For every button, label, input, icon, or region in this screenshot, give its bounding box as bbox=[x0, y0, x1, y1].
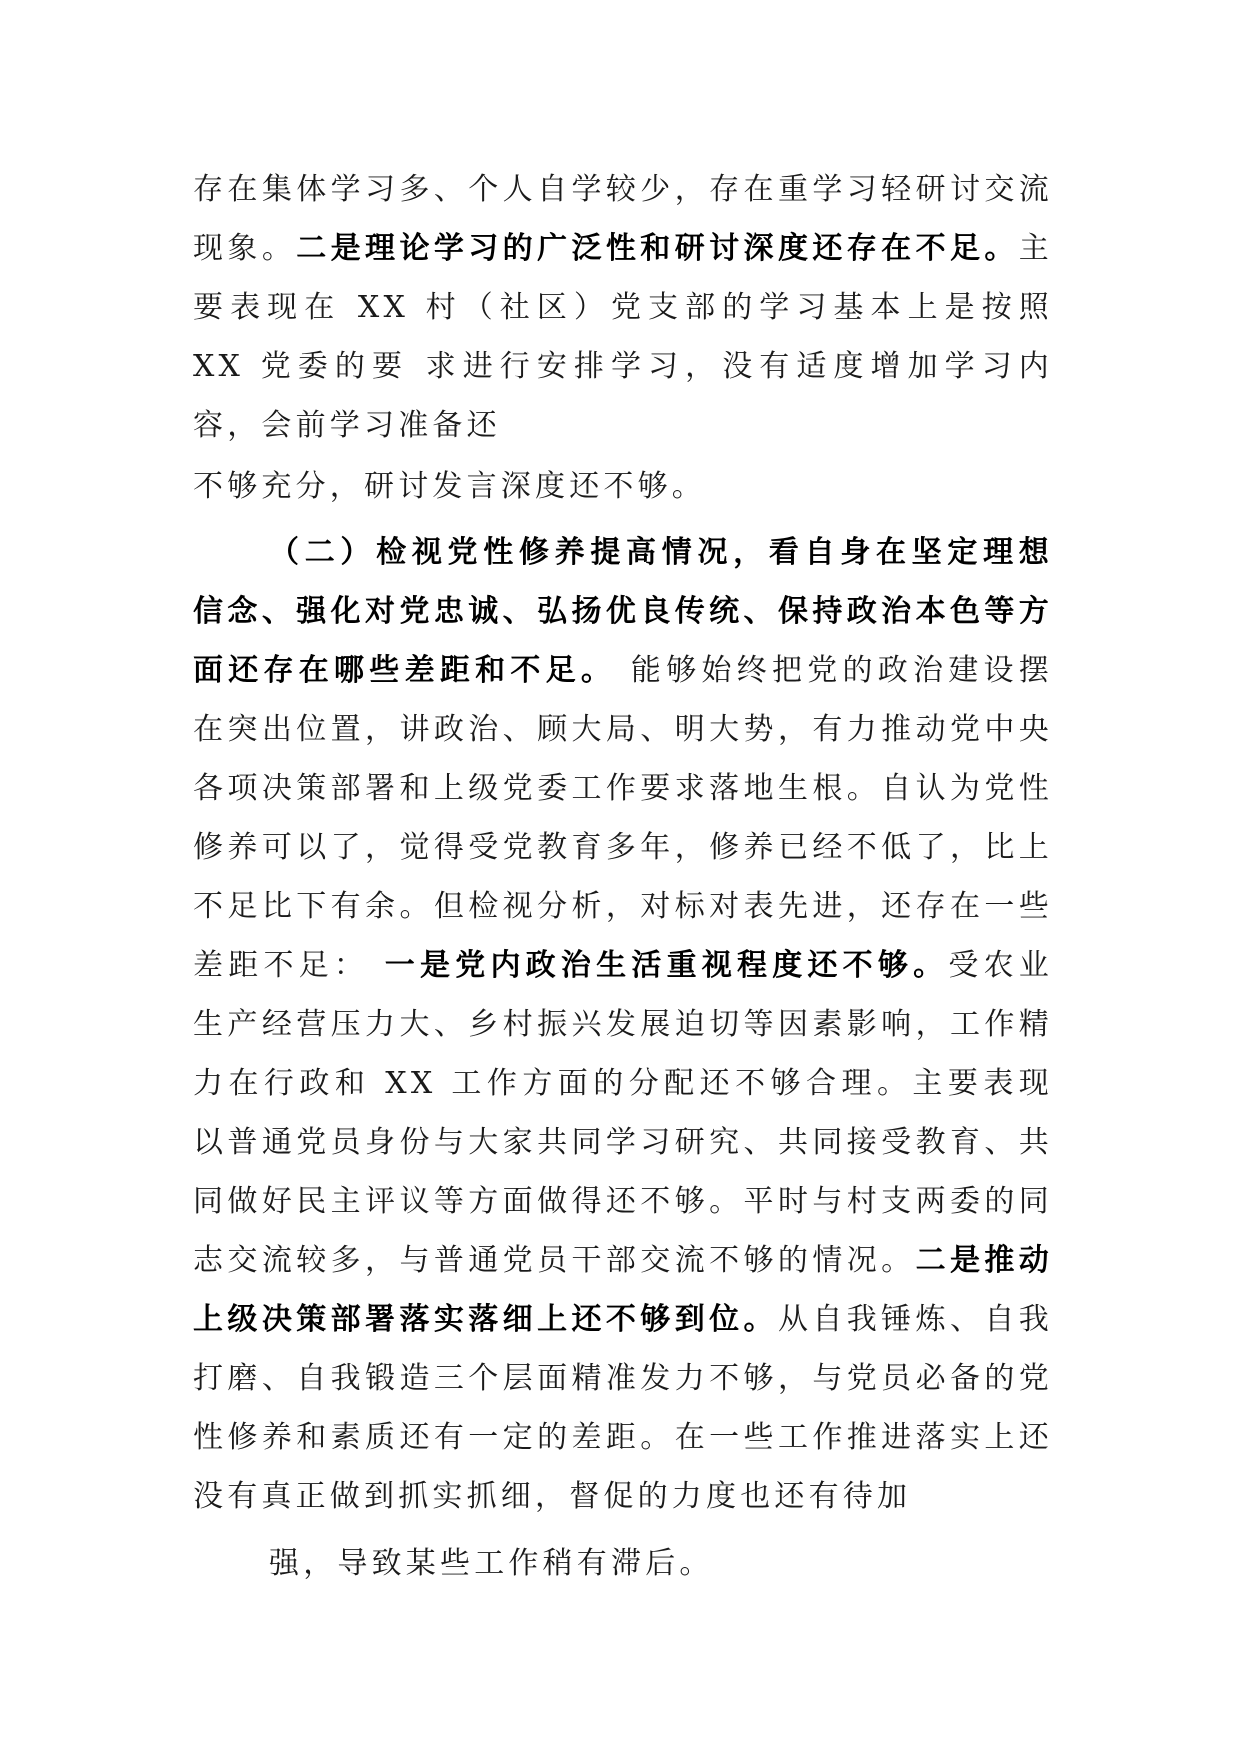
paragraph-3 bbox=[193, 523, 1053, 1593]
paragraph-3-text-b: 受农业生产经营压力大、乡村振兴发展迫切等因素影响，工作精力在行政和 XX 工作方面的分配还不够合理。主要表现以普通党员身份与大家共同学习研究、共同接受教育、共同做好民主评议等方面做得还不够。平时与村支两委的同志交流较多，与普通党员干部交流不够的情况。 bbox=[193, 948, 1054, 1278]
paragraph-3-bold-a: 一是党内政治生活重视程度还不够。 bbox=[369, 948, 949, 983]
paragraph-1 bbox=[193, 160, 1053, 455]
paragraph-2-text: 不够充分，研讨发言深度还不够。 bbox=[193, 469, 706, 504]
paragraph-3-text-c: 从自我锤炼、自我打磨、自我锻造三个层面精准发力不够，与党员必备的党性修养和素质还有一定的差距。在一些工作推进落实上还没有真正做到抓实抓细，督促的力度也还有待加 bbox=[193, 1302, 1053, 1514]
section-heading: （二）检视党性修养提高情况，看自身在坚定理想信念、强化对党忠诚、弘扬优良传统、保持政治本色等方面还存在哪些差距和不足。 bbox=[193, 535, 1053, 688]
paragraph-3-bold-b: 二是推动上级决策部署落实落细上还不够到位。 bbox=[193, 1243, 1053, 1337]
paragraph-3-text-a: 能够始终把党的政治建设摆在突出位置，讲政治、顾大局、明大势，有力推动党中央各项决策部署和上级党委工作要求落地生根。自认为党性修养可以了，觉得受党教育多年，修养已经不低了，比上不足比下有余。但检视分析，对标对表先进，还存在一些差距不足： bbox=[193, 653, 1054, 983]
paragraph-3-text-d: 强，导致某些工作稍有滞后。 bbox=[269, 1546, 714, 1581]
paragraph-2 bbox=[193, 457, 1053, 516]
paragraph-1-bold-a: 二是理论学习的广泛性和研讨深度还存在不足。 bbox=[296, 231, 1019, 266]
paragraph-1-text-b: 主要表现在 XX 村（社区）党支部的学习基本上是按照 XX 党委的要 求进行安排学习，没有适度增加学习内容，会前学习准备还 bbox=[193, 231, 1053, 443]
paragraph-1-text-a: 存在集体学习多、个人自学较少，存在重学习轻研讨交流现象。 bbox=[193, 172, 1053, 266]
